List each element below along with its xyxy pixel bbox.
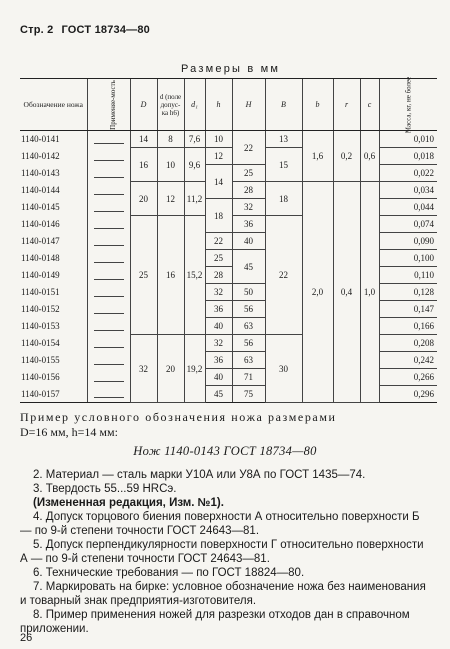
cell-H: 28 xyxy=(232,182,265,199)
cell-code: 1140-0151 xyxy=(21,287,60,297)
cell-mass: 0,022 xyxy=(379,165,437,182)
cell-mass: 0,090 xyxy=(379,233,437,250)
cell-mass: 0,074 xyxy=(379,216,437,233)
cell-applicability xyxy=(87,301,130,318)
cell-code: 1140-0144 xyxy=(21,185,60,195)
cell-applicability xyxy=(87,250,130,267)
cell-B: 13 xyxy=(265,131,302,148)
cell-h: 45 xyxy=(205,386,232,403)
cell-d: 12 xyxy=(157,182,184,216)
cell-h: 36 xyxy=(205,301,232,318)
example-dimensions: D=16 мм, h=14 мм: xyxy=(20,425,118,439)
page-header xyxy=(20,24,150,36)
header-b: b xyxy=(302,79,333,131)
cell-h: 22 xyxy=(205,233,232,250)
cell-h: 18 xyxy=(205,199,232,233)
cell-mass: 0,208 xyxy=(379,335,437,352)
cell-mass: 0,147 xyxy=(379,301,437,318)
cell-mass: 0,242 xyxy=(379,352,437,369)
cell-H: 56 xyxy=(232,301,265,318)
cell-mass: 0,100 xyxy=(379,250,437,267)
cell-mass: 0,166 xyxy=(379,318,437,335)
example-designation: Нож 1140-0143 ГОСТ 18734—80 xyxy=(133,444,317,458)
cell-H: 36 xyxy=(232,216,265,233)
cell-H: 25 xyxy=(232,165,265,182)
example-intro: Пример условного обозначения ножа размерами xyxy=(20,410,337,424)
cell-applicability xyxy=(87,352,130,369)
cell-code: 1140-0143 xyxy=(21,168,60,178)
cell-mass: 0,044 xyxy=(379,199,437,216)
cell-applicability xyxy=(87,386,130,403)
item-runout-tolerance: 4. Допуск торцового биения поверхности А относительно поверхности Б — по 9-й степени точности ГОСТ 24643—81. xyxy=(20,511,420,537)
cell-mass: 0,296 xyxy=(379,386,437,403)
cell-h: 12 xyxy=(205,148,232,165)
cell-B: 30 xyxy=(265,335,302,403)
cell-applicability xyxy=(87,131,130,148)
header-c: c xyxy=(360,79,379,131)
cell-H: 50 xyxy=(232,284,265,301)
header-d: d (поле допус-ка h6) xyxy=(157,79,184,131)
item-amendment-note: (Измененная редакция, Изм. №1). xyxy=(33,497,224,509)
cell-H: 63 xyxy=(232,318,265,335)
cell-applicability xyxy=(87,182,130,199)
cell-d1: 7,6 xyxy=(184,131,205,148)
cell-d: 20 xyxy=(157,335,184,403)
cell-mass: 0,266 xyxy=(379,369,437,386)
cell-applicability xyxy=(87,284,130,301)
dimensions-caption: Размеры в мм xyxy=(181,63,281,75)
item-perpendicularity-tolerance: 5. Допуск перпендикулярности поверхности Г относительно поверхности А — по 9-й степени точности ГОСТ 24643—81. xyxy=(20,539,424,565)
cell-h: 25 xyxy=(205,250,232,267)
cell-d: 16 xyxy=(157,216,184,335)
cell-h: 32 xyxy=(205,284,232,301)
item-material: 2. Материал — сталь марки У10А или У8А по ГОСТ 1435—74. xyxy=(33,469,366,481)
cell-r: 0,4 xyxy=(333,182,360,403)
page-label: Стр. 2 xyxy=(20,24,54,36)
cell-h: 40 xyxy=(205,369,232,386)
cell-code: 1140-0152 xyxy=(21,304,60,314)
cell-H: 71 xyxy=(232,369,265,386)
table-row xyxy=(20,131,437,148)
cell-d1: 9,6 xyxy=(184,148,205,182)
cell-d: 10 xyxy=(157,148,184,182)
cell-c: 0,6 xyxy=(360,131,379,182)
header-D: D xyxy=(130,79,157,131)
cell-code: 1140-0146 xyxy=(21,219,60,229)
header-H: H xyxy=(232,79,265,131)
cell-mass: 0,010 xyxy=(379,131,437,148)
cell-code: 1140-0155 xyxy=(21,355,60,365)
cell-r: 0,2 xyxy=(333,131,360,182)
item-hardness: 3. Твердость 55...59 HRCэ. xyxy=(33,483,177,495)
cell-mass: 0,034 xyxy=(379,182,437,199)
cell-h: 32 xyxy=(205,335,232,352)
cell-h: 10 xyxy=(205,131,232,148)
cell-D: 25 xyxy=(130,216,157,335)
cell-applicability xyxy=(87,233,130,250)
cell-B: 22 xyxy=(265,216,302,335)
cell-h: 14 xyxy=(205,165,232,199)
cell-applicability xyxy=(87,335,130,352)
item-application-example: 8. Пример применения ножей для разрезки отходов дан в справочном приложении. xyxy=(20,609,410,635)
knife-dimensions-table xyxy=(20,78,437,403)
cell-D: 16 xyxy=(130,148,157,182)
cell-d1: 11,2 xyxy=(184,182,205,216)
cell-h: 36 xyxy=(205,352,232,369)
cell-code: 1140-0153 xyxy=(21,321,60,331)
cell-H: 40 xyxy=(232,233,265,250)
cell-H: 32 xyxy=(232,199,265,216)
cell-code: 1140-0141 xyxy=(21,134,60,145)
cell-applicability xyxy=(87,369,130,386)
table-header-row xyxy=(20,79,437,131)
cell-code: 1140-0148 xyxy=(21,253,60,263)
cell-code: 1140-0157 xyxy=(20,386,87,403)
cell-B: 18 xyxy=(265,182,302,216)
cell-b: 1,6 xyxy=(302,131,333,182)
item-marking: 7. Маркировать на бирке: условное обозначение ножа без наименования и товарный знак предприятия-изготовителя. xyxy=(20,581,426,607)
header-r: r xyxy=(333,79,360,131)
cell-code: 1140-0145 xyxy=(21,202,60,212)
cell-mass: 0,110 xyxy=(379,267,437,284)
cell-d1: 15,2 xyxy=(184,216,205,335)
cell-D: 20 xyxy=(130,182,157,216)
cell-applicability xyxy=(87,318,130,335)
cell-D: 32 xyxy=(130,335,157,403)
cell-H: 63 xyxy=(232,352,265,369)
cell-applicability xyxy=(87,148,130,165)
standard-number: ГОСТ 18734—80 xyxy=(61,24,151,36)
header-B: B xyxy=(265,79,302,131)
cell-applicability xyxy=(87,267,130,284)
cell-H: 56 xyxy=(232,335,265,352)
cell-H: 75 xyxy=(232,386,265,403)
cell-d: 8 xyxy=(157,131,184,148)
cell-applicability xyxy=(87,199,130,216)
cell-h: 40 xyxy=(205,318,232,335)
header-mass: Масса, кг, не более xyxy=(379,79,437,131)
cell-code: 1140-0147 xyxy=(21,236,60,246)
cell-mass: 0,128 xyxy=(379,284,437,301)
cell-D: 14 xyxy=(130,131,157,148)
cell-code: 1140-0156 xyxy=(21,372,60,382)
cell-d1: 19,2 xyxy=(184,335,205,403)
header-designation: Обозначение ножа xyxy=(20,79,87,131)
cell-b: 2,0 xyxy=(302,182,333,403)
cell-mass: 0,018 xyxy=(379,148,437,165)
cell-code: 1140-0142 xyxy=(21,151,60,161)
page-number: 26 xyxy=(20,632,33,644)
item-technical-requirements: 6. Технические требования — по ГОСТ 18824—80. xyxy=(33,567,305,579)
header-applicability: Применяе-мость xyxy=(87,79,130,131)
cell-B: 15 xyxy=(265,148,302,182)
cell-H: 22 xyxy=(232,131,265,165)
header-h: h xyxy=(205,79,232,131)
cell-applicability xyxy=(87,216,130,233)
cell-applicability xyxy=(87,165,130,182)
cell-h: 28 xyxy=(205,267,232,284)
cell-code: 1140-0149 xyxy=(21,270,60,280)
header-d1: d₁ xyxy=(184,79,205,131)
cell-H: 45 xyxy=(232,250,265,284)
cell-code: 1140-0154 xyxy=(21,338,60,348)
cell-c: 1,0 xyxy=(360,182,379,403)
